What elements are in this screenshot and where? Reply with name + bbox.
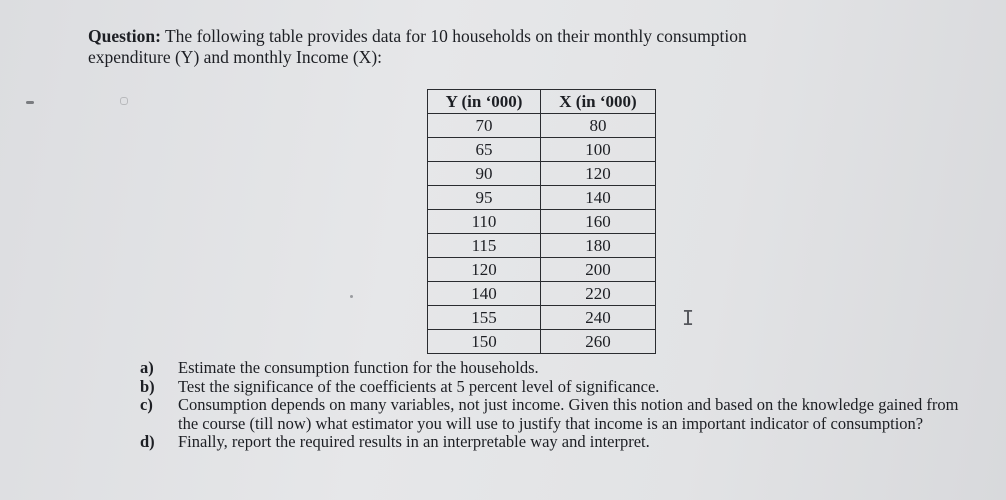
table-row: [428, 162, 656, 186]
sub-question-letter: d): [140, 432, 155, 451]
question-line-2: expenditure (Y) and monthly Income (X):: [88, 47, 383, 67]
cell-y: 90: [428, 162, 541, 186]
list-item: [140, 378, 960, 397]
sub-question-letter: a): [140, 358, 154, 377]
list-item: [140, 359, 960, 378]
cell-x: 240: [541, 306, 656, 330]
cell-y: 155: [428, 306, 541, 330]
header-x: X (in ‘000): [541, 90, 656, 114]
cell-x: 220: [541, 282, 656, 306]
cell-x: 200: [541, 258, 656, 282]
sub-question-text: Consumption depends on many variables, not just income. Given this notion and based on the knowledge gained from the course (till now) what estimator you will use to justify that income is an important indicator of consumption?: [178, 395, 959, 433]
header-y: Y (in ‘000): [428, 90, 541, 114]
cell-y: 65: [428, 138, 541, 162]
table-row: [428, 234, 656, 258]
cell-y: 95: [428, 186, 541, 210]
table-row: [428, 114, 656, 138]
cell-x: 180: [541, 234, 656, 258]
table-row: [428, 210, 656, 234]
table-row: [428, 186, 656, 210]
list-item: [140, 396, 960, 433]
data-table: [427, 89, 656, 354]
table-row: [428, 258, 656, 282]
cell-x: 260: [541, 330, 656, 354]
sub-question-text: Finally, report the required results in an interpretable way and interpret.: [178, 432, 650, 451]
cell-x: 160: [541, 210, 656, 234]
cell-y: 110: [428, 210, 541, 234]
table-row: [428, 306, 656, 330]
cell-y: 70: [428, 114, 541, 138]
sub-question-letter: c): [140, 395, 153, 414]
cell-y: 120: [428, 258, 541, 282]
cell-y: 140: [428, 282, 541, 306]
sub-question-letter: b): [140, 376, 155, 396]
cell-x: 140: [541, 186, 656, 210]
table-row: [428, 282, 656, 306]
question-text: [88, 26, 908, 68]
stray-mark: [350, 295, 353, 298]
sub-question-list: [140, 359, 960, 452]
text-cursor-icon: I: [682, 306, 695, 330]
question-label: Question:: [88, 26, 161, 46]
table-row: [428, 138, 656, 162]
table-row: [428, 330, 656, 354]
cell-x: 100: [541, 138, 656, 162]
table-header-row: [428, 90, 656, 114]
cell-y: 150: [428, 330, 541, 354]
sub-question-text: Test the significance of the coefficients at 5 percent level of significance.: [178, 376, 660, 396]
cell-y: 115: [428, 234, 541, 258]
cell-x: 80: [541, 114, 656, 138]
stray-mark: [120, 97, 128, 105]
stray-mark: [26, 101, 34, 104]
question-line-1: The following table provides data for 10 households on their monthly consumption: [160, 26, 747, 46]
list-item: [140, 433, 960, 452]
cell-x: 120: [541, 162, 656, 186]
sub-question-text: Estimate the consumption function for the households.: [178, 358, 539, 377]
